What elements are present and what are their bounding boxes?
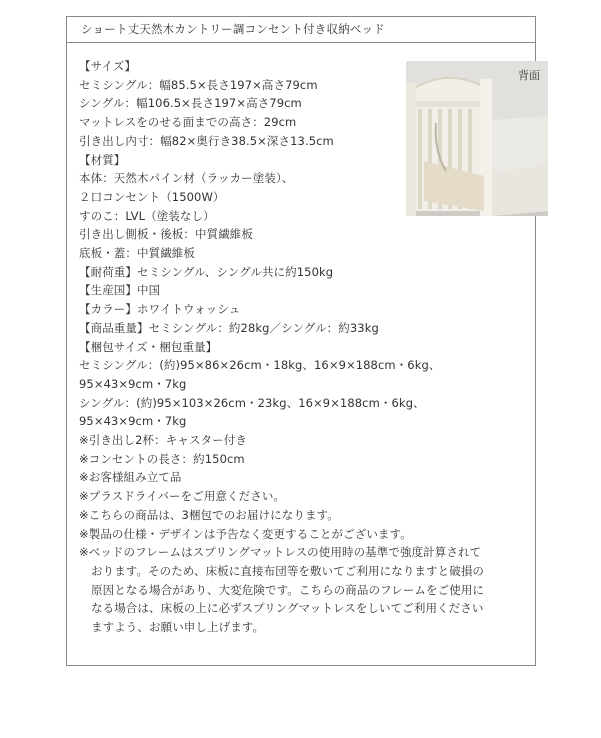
photo-caption: 背面 [518, 69, 540, 82]
spec-line: シングル：幅106.5×長さ197×高さ79cm [79, 96, 302, 111]
spec-line: ※ベッドのフレームはスプリングマットレスの使用時の基準で強度計算されて [79, 545, 482, 560]
spec-line: 引き出し側板・後板：中質繊維板 [79, 227, 253, 242]
spec-line: マットレスをのせる面までの高さ：29cm [79, 115, 297, 130]
spec-line: 【耐荷重】セミシングル、シングル共に約150kg [79, 264, 334, 279]
spec-line: ※コンセントの長さ：約150cm [79, 451, 245, 466]
spec-line: 【カラー】ホワイトウォッシュ [79, 302, 241, 317]
spec-line: ※お客様組み立て品 [79, 470, 182, 485]
spec-line: ※こちらの商品は、3梱包でのお届けになります。 [79, 507, 339, 522]
spec-line: ※プラスドライバーをご用意ください。 [79, 489, 286, 504]
panel-title: ショート丈天然木カントリー調コンセント付き収納ベッド [67, 17, 535, 43]
spec-line: セミシングル：(約)95×86×26cm・18kg、16×9×188cm・6kg、 [79, 358, 441, 373]
spec-line: 原因となる場合があり、大変危険です。こちらの商品のフレームをご使用に [91, 582, 485, 597]
spec-line: 底板・蓋：中質繊維板 [79, 246, 195, 261]
spec-line: 【梱包サイズ・梱包重量】 [79, 339, 218, 354]
spec-line: セミシングル：幅85.5×長さ197×高さ79cm [79, 77, 318, 92]
spec-line: 引き出し内寸：幅82×奥行き38.5×深さ13.5cm [79, 133, 334, 148]
spec-line: おります。そのため、床板に直接布団等を敷いてご利用になりますと破損の [91, 563, 485, 578]
spec-line: ※製品の仕様・デザインは予告なく変更することがございます。 [79, 526, 412, 541]
bed-back-photo [406, 61, 548, 216]
spec-line: なる場合は、床板の上に必ずスプリングマットレスをしいてご利用ください [91, 601, 484, 616]
spec-line: 【材質】 [79, 152, 126, 167]
bed-back-illustration [406, 61, 548, 216]
product-spec-panel [66, 16, 540, 666]
spec-line: ２口コンセント（1500W） [79, 189, 225, 204]
spec-line: 【サイズ】 [79, 59, 137, 73]
spec-line: 95×43×9cm・7kg [79, 376, 187, 391]
spec-line: すのこ：LVL（塗装なし） [79, 208, 215, 223]
spec-line: 95×43×9cm・7kg [79, 414, 187, 429]
spec-line: ますよう、お願い申し上げます。 [91, 620, 265, 635]
spec-line: 【商品重量】セミシングル：約28kg／シングル：約33kg [79, 320, 379, 335]
spec-line: 【生産国】中国 [79, 283, 161, 298]
spec-line: 本体：天然木パイン材（ラッカー塗装）、 [79, 171, 294, 186]
spec-line: シングル：(約)95×103×26cm・23kg、16×9×188cm・6kg、 [79, 395, 425, 410]
spec-line: ※引き出し2杯：キャスター付き [79, 433, 247, 448]
